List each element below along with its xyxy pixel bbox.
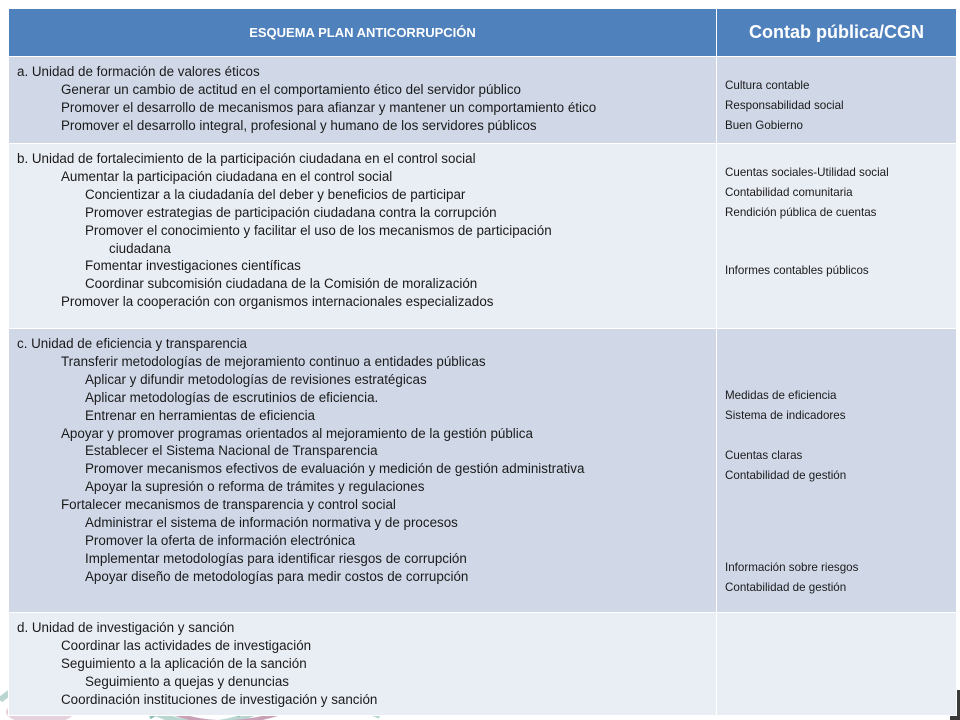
accounting-tags-cell bbox=[717, 613, 957, 716]
unit-item: Promover mecanismos efectivos de evaluación y medición de gestión administrativa bbox=[85, 461, 585, 477]
unit-item: Aplicar y difundir metodologías de revisiones estratégicas bbox=[85, 371, 427, 387]
unit-item: Establecer el Sistema Nacional de Transparencia bbox=[85, 443, 378, 459]
accounting-tags-cell bbox=[717, 57, 957, 144]
unit-item: Apoyar y promover programas orientados al mejoramiento de la gestión pública bbox=[61, 425, 533, 441]
unit-item: Promover el conocimiento y facilitar el uso de los mecanismos de participación bbox=[85, 222, 552, 238]
accounting-tag: Rendición pública de cuentas bbox=[725, 206, 877, 219]
unit-item: Promover la oferta de información electrónica bbox=[85, 532, 356, 548]
accounting-tag: Informes contables públicos bbox=[725, 264, 869, 277]
unit-description-cell bbox=[9, 144, 717, 329]
unit-item: Coordinar las actividades de investigación bbox=[61, 637, 312, 653]
header-row bbox=[9, 9, 957, 57]
unit-item: Concientizar a la ciudadanía del deber y beneficios de participar bbox=[85, 186, 466, 202]
anticorruption-scheme-table bbox=[8, 8, 957, 716]
accounting-tag: Sistema de indicadores bbox=[725, 409, 846, 422]
unit-item: Promover la cooperación con organismos internacionales especializados bbox=[61, 294, 494, 310]
table-row bbox=[9, 144, 957, 329]
unit-heading: a. Unidad de formación de valores éticos bbox=[17, 64, 260, 79]
column-title: Contab pública/CGN bbox=[717, 9, 957, 57]
unit-description-cell bbox=[9, 57, 717, 144]
unit-heading: d. Unidad de investigación y sanción bbox=[17, 620, 235, 635]
unit-heading: c. Unidad de eficiencia y transparencia bbox=[17, 336, 248, 351]
unit-item: Generar un cambio de actitud en el comportamiento ético del servidor público bbox=[61, 81, 521, 97]
accounting-tag: Cuentas sociales-Utilidad social bbox=[725, 166, 889, 179]
unit-description-cell bbox=[9, 329, 717, 613]
unit-item: Coordinación instituciones de investigación y sanción bbox=[61, 691, 378, 707]
unit-item: Administrar el sistema de información normativa y de procesos bbox=[85, 515, 458, 531]
unit-item: Apoyar diseño de metodologías para medir costos de corrupción bbox=[85, 568, 469, 584]
unit-item: ciudadana bbox=[109, 240, 171, 256]
accounting-tag: Contabilidad comunitaria bbox=[725, 186, 853, 199]
table-row bbox=[9, 329, 957, 613]
accounting-tag: Contabilidad de gestión bbox=[725, 469, 847, 482]
unit-description-cell bbox=[9, 613, 717, 716]
accounting-tag: Contabilidad de gestión bbox=[725, 581, 847, 594]
accounting-tag: Medidas de eficiencia bbox=[725, 389, 837, 402]
accounting-tag: Responsabilidad social bbox=[725, 99, 844, 112]
unit-item: Fortalecer mecanismos de transparencia y control social bbox=[61, 497, 396, 513]
unit-item: Entrenar en herramientas de eficiencia bbox=[85, 407, 316, 423]
unit-item: Fomentar investigaciones científicas bbox=[85, 258, 301, 274]
accounting-tag: Cuentas claras bbox=[725, 449, 803, 462]
unit-item: Aumentar la participación ciudadana en el control social bbox=[61, 168, 393, 184]
unit-item: Promover estrategias de participación ciudadana contra la corrupción bbox=[85, 204, 497, 220]
unit-item: Promover el desarrollo integral, profesional y humano de los servidores públicos bbox=[61, 117, 537, 133]
unit-item: Seguimiento a quejas y denuncias bbox=[85, 673, 289, 689]
unit-item: Aplicar metodologías de escrutinios de eficiencia. bbox=[85, 389, 379, 405]
unit-item: Seguimiento a la aplicación de la sanción bbox=[61, 655, 307, 671]
table-row bbox=[9, 57, 957, 144]
accounting-tags-cell bbox=[717, 144, 957, 329]
unit-item: Implementar metodologías para identificar riesgos de corrupción bbox=[85, 550, 467, 566]
table-row bbox=[9, 613, 957, 716]
unit-item: Coordinar subcomisión ciudadana de la Comisión de moralización bbox=[85, 276, 478, 292]
accounting-tag: Cultura contable bbox=[725, 79, 810, 92]
unit-item: Transferir metodologías de mejoramiento continuo a entidades públicas bbox=[61, 353, 486, 369]
accounting-tag: Buen Gobierno bbox=[725, 119, 803, 132]
accounting-tag: Información sobre riesgos bbox=[725, 561, 859, 574]
accounting-tags-cell bbox=[717, 329, 957, 613]
scheme-title: ESQUEMA PLAN ANTICORRUPCIÓN bbox=[9, 9, 717, 57]
unit-item: Promover el desarrollo de mecanismos para afianzar y mantener un comportamiento ético bbox=[61, 99, 597, 115]
unit-item: Apoyar la supresión o reforma de trámites y regulaciones bbox=[85, 479, 425, 495]
unit-heading: b. Unidad de fortalecimiento de la participación ciudadana en el control social bbox=[17, 151, 476, 166]
